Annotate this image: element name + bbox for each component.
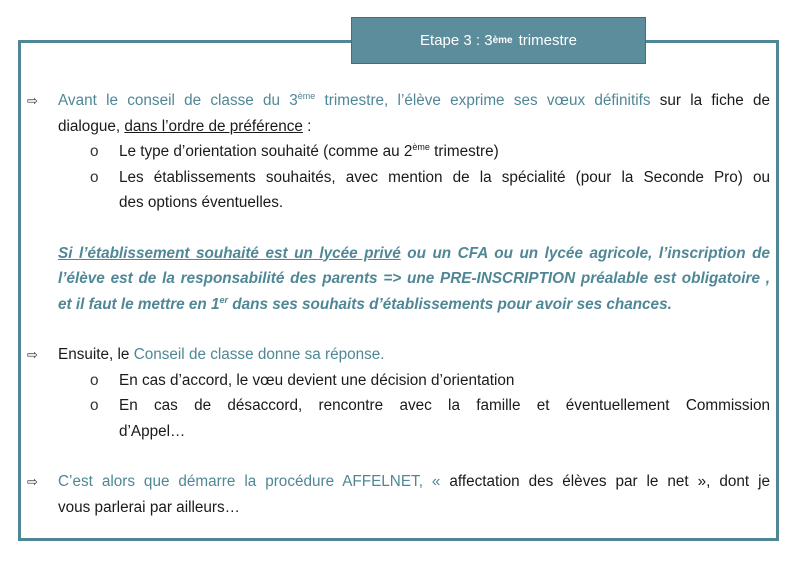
p2-text-b: Conseil de classe donne sa réponse. — [133, 346, 385, 363]
arrow-icon: ⇨ — [27, 347, 38, 362]
p1-bullet-2-line1: Les établissements souhaités, avec mention de la spécialité (pour la Seconde Pro) ou — [119, 168, 770, 186]
list-item — [27, 368, 770, 394]
step-header: Etape 3 : 3 ème trimestre — [351, 17, 646, 64]
note-l1-rest: ou un CFA ou un lycée agricole, l’inscription de — [400, 244, 770, 262]
p1-bullet-2-line2: des options éventuelles. — [119, 194, 284, 211]
bullet-icon: o — [90, 143, 99, 160]
bullet-icon: o — [90, 397, 99, 414]
list-item — [27, 165, 770, 191]
note-l3-sup: er — [219, 294, 229, 305]
p3-text-c: vous parlerai par ailleurs… — [58, 498, 240, 516]
step-title-a: Etape 3 : 3 — [420, 32, 493, 49]
p3-text-a: C’est alors que démarre la procédure AFFELNET, « — [58, 473, 441, 490]
note-line-1 — [58, 241, 770, 267]
p1-bullet-1-sup: ème — [412, 141, 430, 152]
paragraph-3 — [27, 469, 770, 495]
paragraph-1-line-2 — [58, 114, 770, 140]
document-body — [27, 88, 770, 520]
note-l3-a: et il faut le mettre en 1 — [58, 295, 220, 313]
p1-text-a: Avant le conseil de classe du 3 — [58, 92, 298, 109]
p1-text-b: trimestre, l’élève exprime ses vœux définitifs — [315, 92, 651, 109]
paragraph-1 — [27, 88, 770, 114]
arrow-icon: ⇨ — [27, 93, 38, 108]
p1-bullet-1-b: trimestre) — [429, 143, 499, 160]
p1-text-e: dans l’ordre de préférence — [124, 117, 303, 135]
list-item — [27, 393, 770, 419]
list-item — [27, 139, 770, 165]
bullet-icon: o — [90, 371, 99, 389]
p1-bullet-1-a: Le type d’orientation souhaité (comme au 2 — [119, 143, 413, 160]
p2-text-a: Ensuite, le — [58, 346, 134, 363]
bullet-icon: o — [90, 168, 99, 186]
p3-text-b: affectation des élèves par le net », dont je — [440, 473, 770, 490]
p1-text-f: : — [302, 117, 312, 135]
p2-bullet-2-line1: En cas de désaccord, rencontre avec la famille et éventuellement Commission — [119, 397, 770, 414]
step-title-b: trimestre — [518, 32, 577, 49]
note-l3-b: dans ses souhaits d’établissements pour avoir ses chances. — [228, 295, 672, 313]
note-line-2: l’élève est de la responsabilité des parents => une PRE-INSCRIPTION préalable est obligatoire , — [58, 270, 770, 287]
p1-text-d: dialogue, — [58, 117, 125, 135]
note-underlined: Si l’établissement souhaité est un lycée privé — [58, 244, 401, 262]
note-line-3 — [58, 292, 770, 318]
p2-bullet-1: En cas d’accord, le vœu devient une décision d’orientation — [119, 371, 515, 389]
p1-text-c: sur la fiche de — [650, 92, 770, 109]
paragraph-2 — [27, 342, 770, 368]
arrow-icon: ⇨ — [27, 474, 38, 489]
p2-bullet-2-line2: d’Appel… — [119, 422, 186, 440]
p1-sup: ème — [297, 90, 316, 101]
